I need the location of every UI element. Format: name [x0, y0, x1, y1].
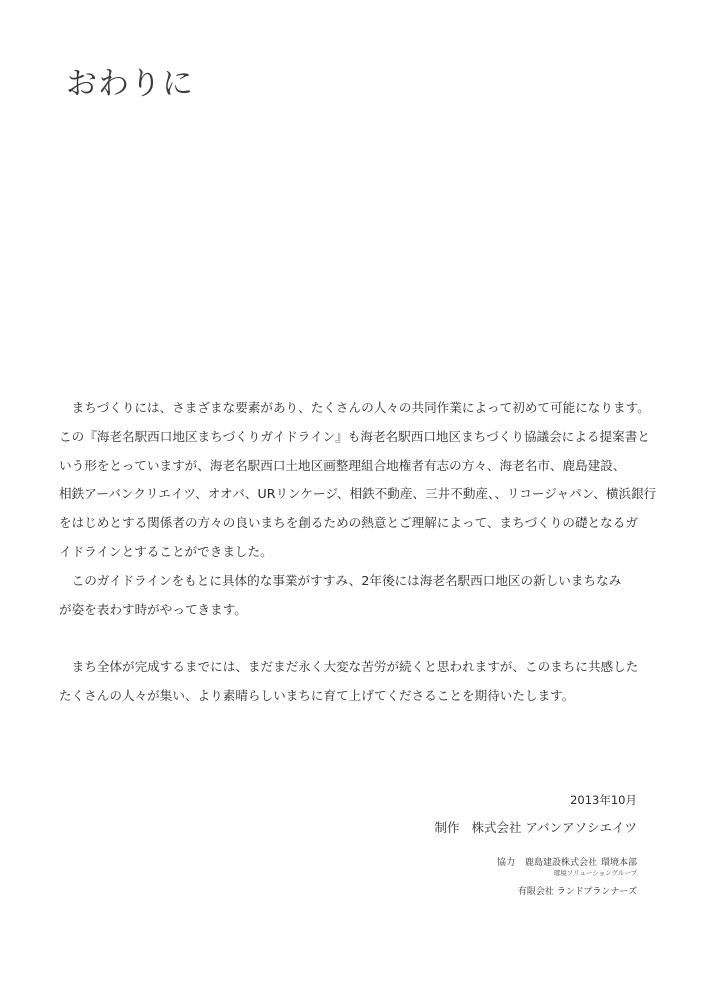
paragraph-line: イドラインとすることができました。 — [59, 543, 273, 559]
paragraph-line: をはじめとする関係者の方々の良いまちを創るための熱意とご理解によって、まちづくりの礎となるガ — [59, 515, 638, 531]
cooperation-org: 鹿島建設株式会社 — [524, 858, 597, 868]
cooperation-subdept: 環境ソリューショングループ — [553, 869, 637, 877]
paragraph-line: まちづくりには、さまざまな要素があり、たくさんの人々の共同作業によって初めて可能になります。 — [59, 400, 650, 415]
paragraph-line: たくさんの人々が集い、より素晴らしいまちに育て上げてくださることを期待いたします。 — [59, 687, 575, 703]
cooperation-credit — [497, 855, 637, 868]
production-label: 制作 — [434, 820, 460, 835]
publication-date: 2013年10月 — [570, 793, 637, 807]
paragraph-spacer — [59, 628, 659, 657]
paragraph-line: この『海老名駅西口地区まちづくりガイドライン』も海老名駅西口地区まちづくり協議会による提案書と — [59, 428, 650, 444]
cooperation-org-2: 有限会社 ランドプランナーズ — [517, 887, 637, 897]
paragraph-line: 相鉄アーバンクリエイツ、オオバ、URリンケージ、相鉄不動産、三井不動産、、リコージャパン、横浜銀行 — [59, 486, 657, 502]
cooperation-dept: 環境本部 — [600, 858, 637, 868]
paragraph-line: このガイドラインをもとに具体的な事業がすすみ、2年後には海老名駅西口地区の新しいまちなみ — [59, 572, 622, 588]
production-credit — [435, 818, 638, 836]
paragraph-line: いう形をとっていますが、海老名駅西口土地区画整理組合地権者有志の方々、海老名市、鹿島建設、 — [59, 457, 626, 473]
cooperation-label: 協力 — [496, 858, 515, 868]
paragraph-line: まち全体が完成するまでには、まだまだ永く大変な苦労が続くと思われますが、このまちに共感した — [59, 659, 639, 675]
page-title: おわりに — [66, 66, 194, 102]
production-org: 株式会社 アバンアソシエイツ — [471, 820, 637, 835]
paragraph-line: が姿を表わす時がやってきます。 — [59, 601, 247, 617]
closing-message — [59, 398, 659, 715]
